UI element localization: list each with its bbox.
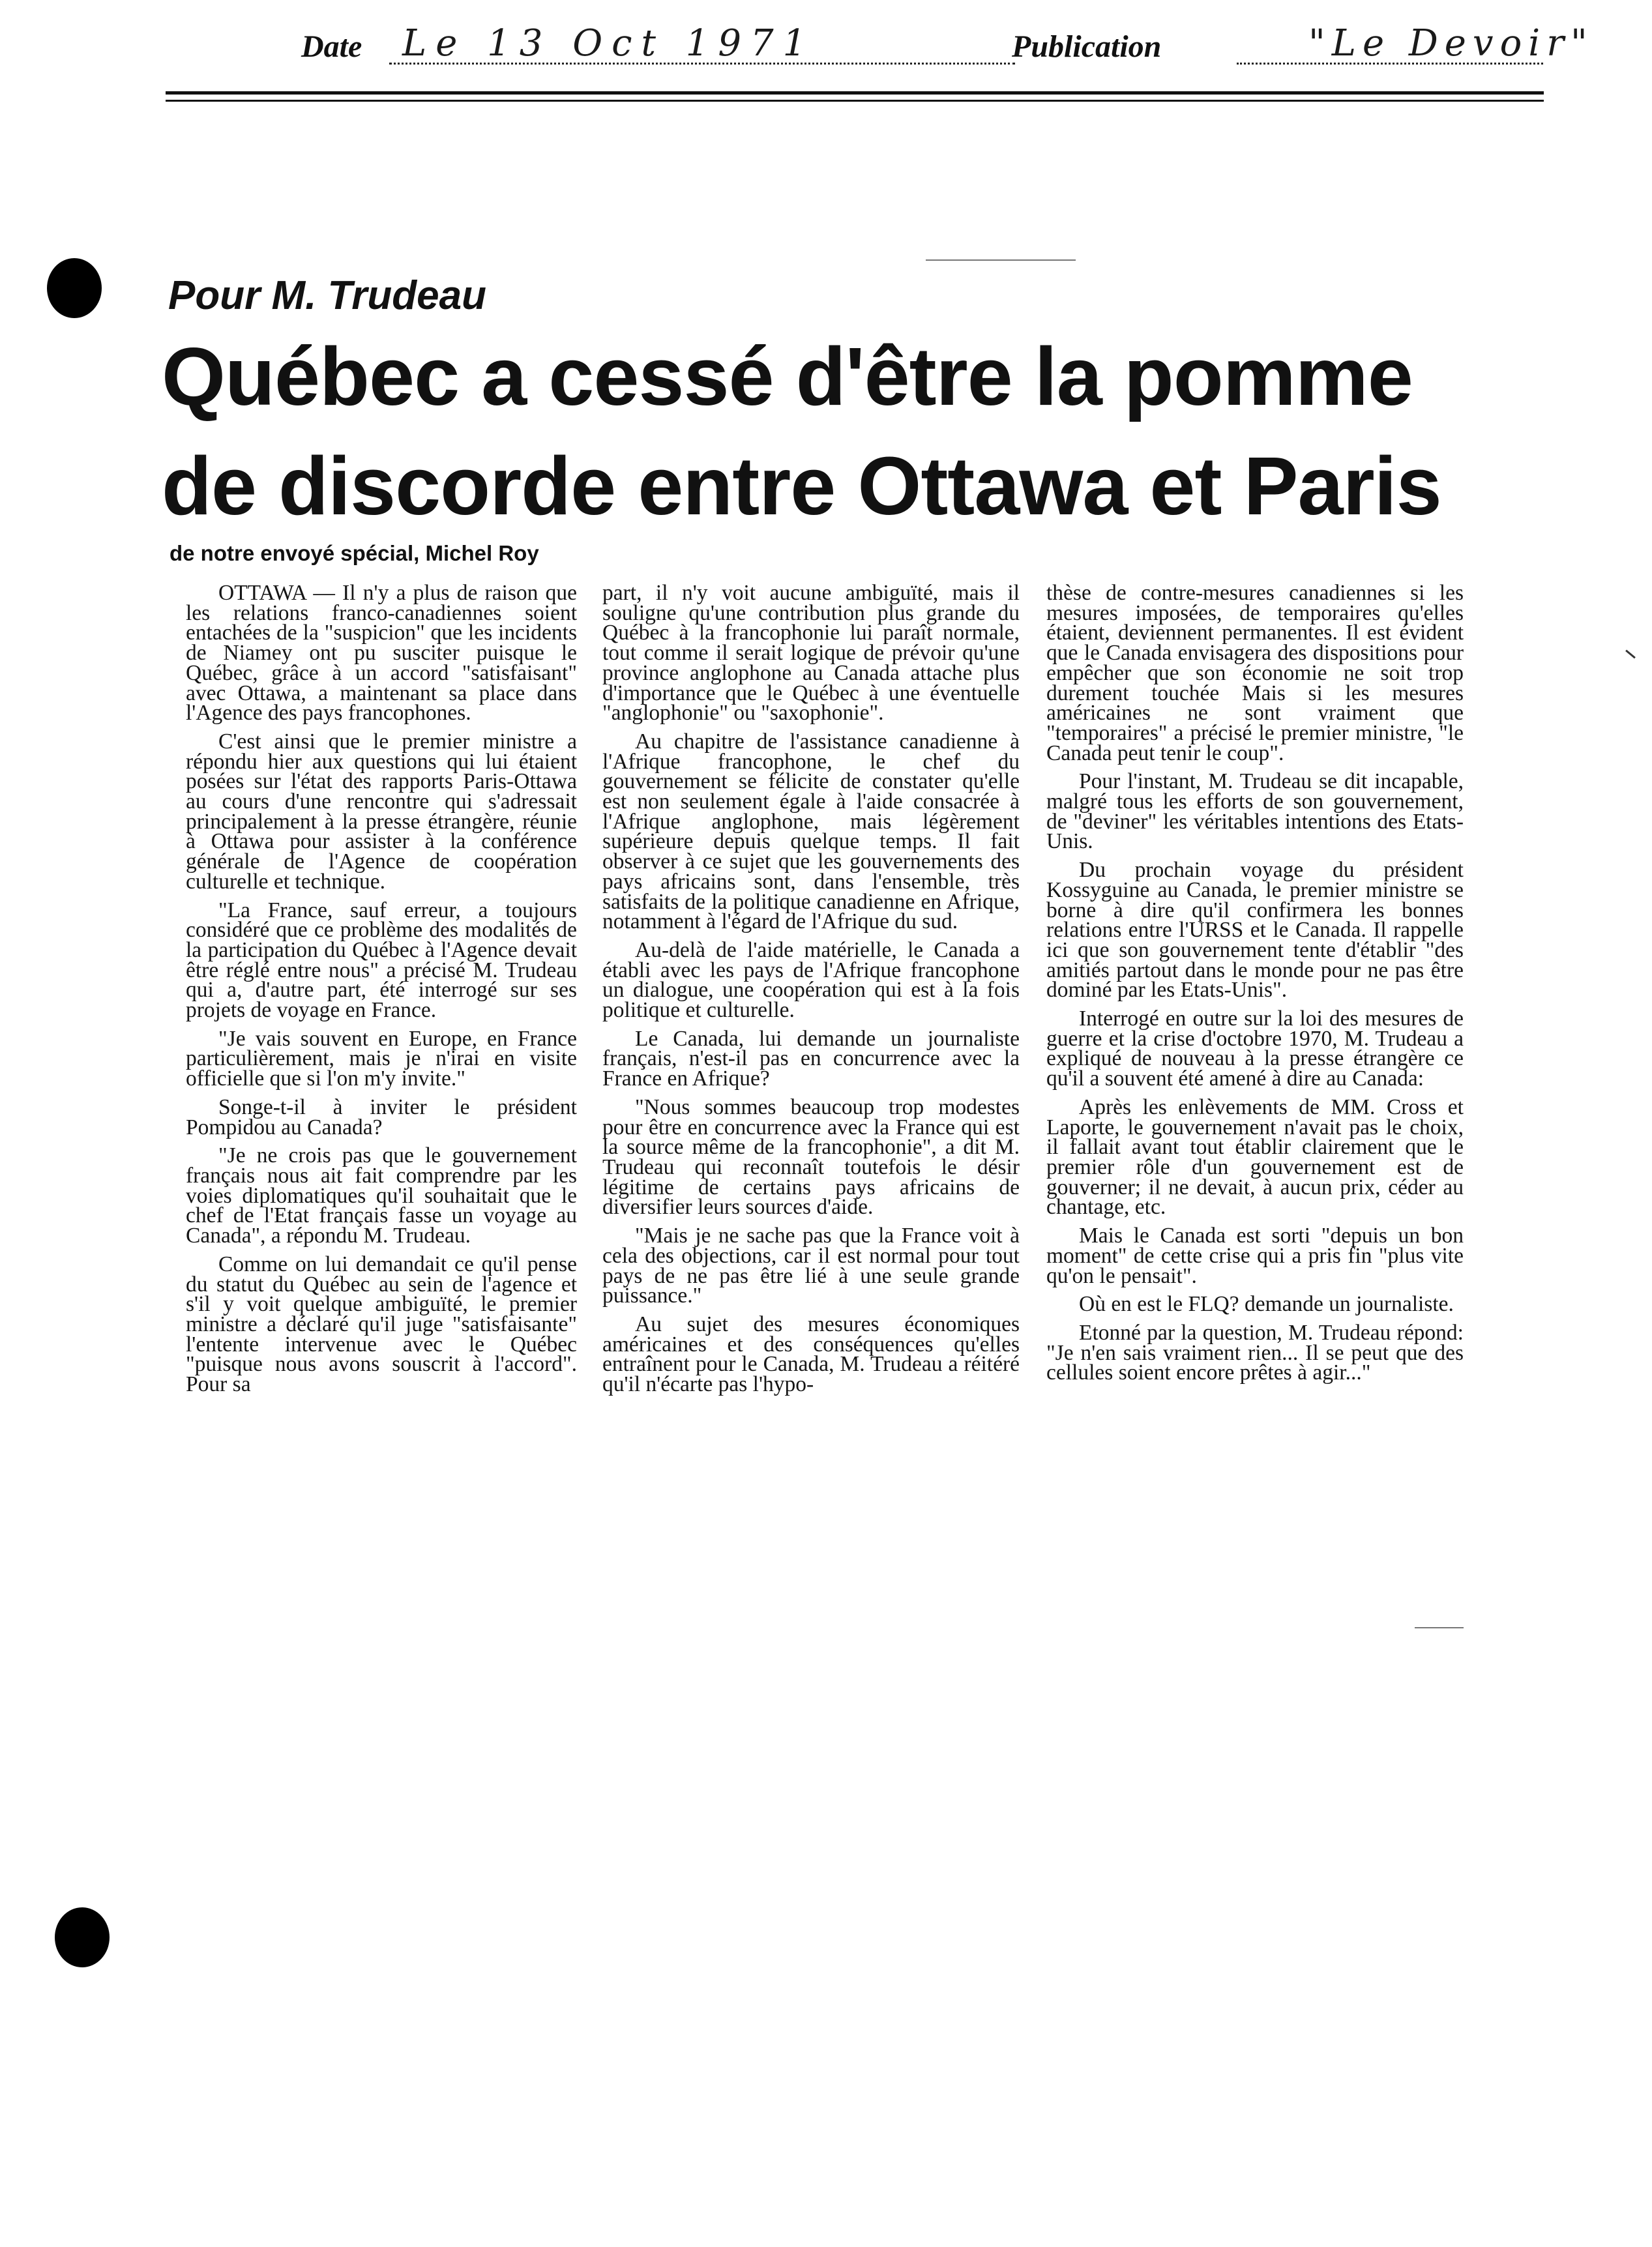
paragraph: Etonné par la question, M. Trudeau répond: "Je n'en sais vraiment rien... Il se peut que des cellules soient encore prêtes à agir..." bbox=[1046, 1320, 1464, 1385]
paragraph: Songe-t-il à inviter le président Pompidou au Canada? bbox=[186, 1094, 577, 1139]
headline-line-2: de discorde entre Ottawa et Paris bbox=[162, 440, 1441, 532]
punch-hole-bottom bbox=[55, 1907, 110, 1967]
paragraph: "La France, sauf erreur, a toujours considéré que ce problème des modalités de la participation du Québec à l'Agence devait être réglé entre nous" a précisé M. Trudeau qui a, d'autre part, été interrogé sur ses projets de voyage en France. bbox=[186, 898, 577, 1023]
paragraph: Où en est le FLQ? demande un journaliste. bbox=[1079, 1292, 1454, 1317]
date-field bbox=[389, 22, 1015, 65]
headline-line-1: Québec a cessé d'être la pomme bbox=[162, 330, 1413, 422]
paragraph: C'est ainsi que le premier ministre a répondu hier aux questions qui lui étaient posées sur l'état des rapports Paris-Ottawa au cours d'une rencontre qui s'adressait principalement à la presse étrangère, réunie à Ottawa pour assister à la conférence générale de l'Agence de coopération culturelle et technique. bbox=[186, 729, 577, 894]
paragraph: "Mais je ne sache pas que la France voit à cela des objections, car il est normal pour tout pays de ne pas être lié à une seule grande puissance." bbox=[602, 1224, 1020, 1308]
punch-hole-top bbox=[47, 258, 102, 318]
article-byline: de notre envoyé spécial, Michel Roy bbox=[170, 541, 539, 565]
header-rule-thick bbox=[166, 91, 1544, 95]
paragraph: Pour l'instant, M. Trudeau se dit incapable, malgré tous les efforts de son gouvernement, de "deviner" les véritables intentions des Etats-Unis. bbox=[1046, 769, 1464, 854]
publication-value: "Le Devoir" bbox=[1308, 22, 1594, 65]
paragraph: Au-delà de l'aide matérielle, le Canada a établi avec les pays de l'Afrique francophone un dialogue, une coopération qui est à la fois politique et culturelle. bbox=[602, 937, 1020, 1023]
article-column-2 bbox=[602, 583, 1020, 1403]
paragraph: Au chapitre de l'assistance canadienne à l'Afrique francophone, le chef du gouvernement se félicite de constater qu'elle est non seulement égale à l'aide consacrée à l'Afrique anglophone, mais légèrement supérieure depuis quelque temps. Il fait observer à ce sujet que les gouvernements des pays africains sont, dans l'ensemble, très satisfaits de la politique canadienne en Afrique, notamment à l'égard de l'Afrique du sud. bbox=[602, 729, 1020, 934]
top-divider bbox=[926, 259, 1076, 261]
paragraph: OTTAWA — Il n'y a plus de raison que les relations franco-canadiennes soient entachées de la "suspicion" que les incidents de Niamey ont pu susciter puisque le Québec, grâce à un accord "satisfaisant" avec Ottawa, a maintenant sa place dans l'Agence des pays francophones. bbox=[186, 581, 577, 726]
date-label: Date bbox=[301, 29, 362, 64]
article-column-1 bbox=[186, 583, 577, 1403]
paragraph: part, il n'y voit aucune ambiguïté, mais il souligne qu'une contribution plus grande du Québec à la francophonie lui paraît normale, tout comme il serait logique de prévoir qu'une province anglophone au Canada attache plus d'importance que le Québec à une éventuelle "anglophonie" ou "saxophonie". bbox=[602, 581, 1020, 726]
paragraph: Au sujet des mesures économiques américaines et des conséquences qu'elles entraînent pour le Canada, M. Trudeau a réitéré qu'il n'écarte pas l'hypo- bbox=[602, 1312, 1020, 1397]
header-rule-thin bbox=[166, 100, 1544, 102]
publication-label: Publication bbox=[1012, 29, 1162, 64]
paragraph: Mais le Canada est sorti "depuis un bon moment" de cette crise qui a pris fin "plus vite qu'on le pensait". bbox=[1046, 1224, 1464, 1288]
paragraph: Après les enlèvements de MM. Cross et Laporte, le gouvernement n'avait pas le choix, il fallait avant tout établir clairement que le premier rôle d'un gouvernement est de gouverner; il ne devait, à aucun prix, céder au chantage, etc. bbox=[1046, 1094, 1464, 1220]
paragraph: thèse de contre-mesures canadiennes si les mesures imposées, de temporaires qu'elles étaient, deviennent permanentes. Il est évident que le Canada envisagera des dispositions pour empêcher que son économie ne soit trop durement touchée Mais si les mesures américaines ne sont vraiment que "temporaires" a précisé le premier ministre, "le Canada peut tenir le coup". bbox=[1046, 581, 1464, 765]
article-headline bbox=[162, 322, 1531, 541]
paragraph: Du prochain voyage du président Kossyguine au Canada, le premier ministre se borne à dire qu'il confirmera les bonnes relations entre l'URSS et le Canada. Il rappelle ici que son gouvernement tente d'établir "des amitiés partout dans le monde pour ne pas être dominé par les Etats-Unis". bbox=[1046, 858, 1464, 1003]
margin-mark bbox=[1625, 650, 1636, 659]
publication-field bbox=[1237, 22, 1594, 65]
article-kicker: Pour M. Trudeau bbox=[168, 273, 487, 318]
clipping-header bbox=[301, 22, 1594, 74]
end-divider bbox=[1415, 1627, 1464, 1628]
paragraph: "Je ne crois pas que le gouvernement français nous ait fait comprendre par les voies diplomatiques qu'il souhaitait que le chef de l'Etat français fasse un voyage au Canada", a répondu M. Trudeau. bbox=[186, 1143, 577, 1248]
date-value: Le 13 Oct 1971 bbox=[402, 22, 816, 65]
paragraph: Comme on lui demandait ce qu'il pense du statut du Québec au sein de l'agence et s'il y voit quelque ambiguïté, le premier ministre a déclaré qu'il juge "satisfaisante" l'entente intervenue avec le Québec "puisque nous avons souscrit à l'accord". Pour sa bbox=[186, 1252, 577, 1397]
article-column-3 bbox=[1046, 583, 1464, 1392]
paragraph: Le Canada, lui demande un journaliste français, n'est-il pas en concurrence avec la France en Afrique? bbox=[602, 1026, 1020, 1091]
paragraph: Interrogé en outre sur la loi des mesures de guerre et la crise d'octobre 1970, M. Trudeau a expliqué de nouveau à la presse étrangère ce qu'il a souvent été amené à dire au Canada: bbox=[1046, 1006, 1464, 1091]
paragraph: "Je vais souvent en Europe, en France particulièrement, mais je n'irai en visite officielle que si l'on m'y invite." bbox=[186, 1026, 577, 1091]
paragraph: "Nous sommes beaucoup trop modestes pour être en concurrence avec la France qui est la source même de la francophonie", a dit M. Trudeau qui reconnaît toutefois le désir légitime de certains pays africains de diversifier leurs sources d'aide. bbox=[602, 1094, 1020, 1220]
